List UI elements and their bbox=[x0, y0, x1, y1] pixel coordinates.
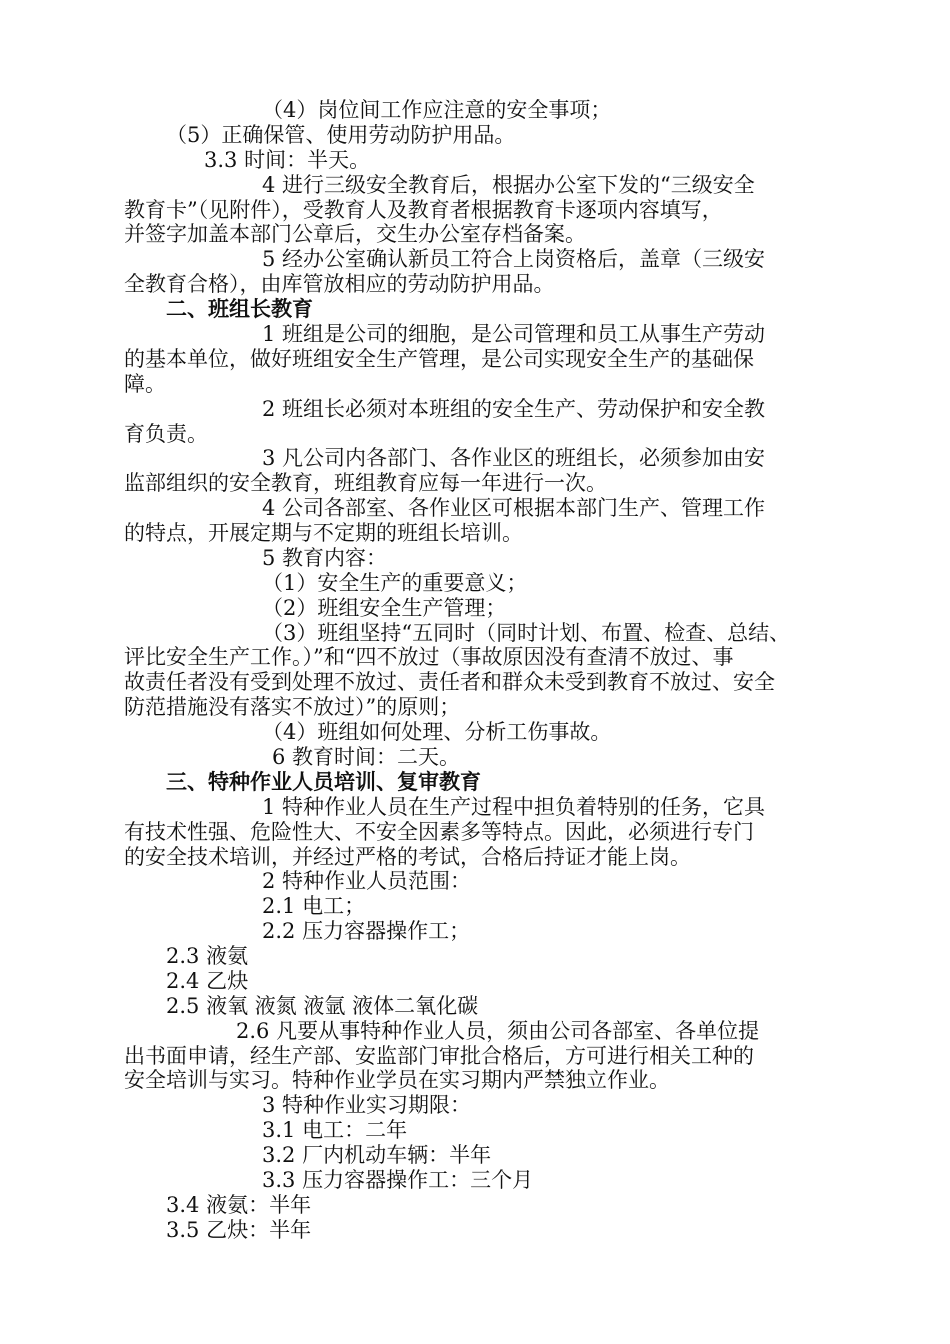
text-line: 2.6 凡要从事特种作业人员，须由公司各部室、各单位提 bbox=[236, 1019, 760, 1043]
text-line: 障。 bbox=[124, 372, 166, 396]
text-line: 5 经办公室确认新员工符合上岗资格后，盖章（三级安 bbox=[262, 247, 766, 271]
text-line: 并签字加盖本部门公章后，交生办公室存档备案。 bbox=[124, 222, 586, 246]
text-line: 安全培训与实习。特种作业学员在实习期内严禁独立作业。 bbox=[124, 1068, 670, 1092]
text-line: 4 公司各部室、各作业区可根据本部门生产、管理工作 bbox=[262, 496, 766, 520]
text-line: 3.4 液氨：半年 bbox=[166, 1193, 312, 1217]
text-line: 全教育合格），由库管放相应的劳动防护用品。 bbox=[124, 272, 555, 296]
text-line: 的安全技术培训，并经过严格的考试，合格后持证才能上岗。 bbox=[124, 845, 691, 869]
text-line: 监部组织的安全教育，班组教育应每一年进行一次。 bbox=[124, 471, 607, 495]
text-line: 3.2 厂内机动车辆：半年 bbox=[262, 1143, 492, 1167]
section-heading: 二、班组长教育 bbox=[166, 297, 313, 321]
text-line: （5）正确保管、使用劳动防护用品。 bbox=[166, 123, 516, 147]
text-line: 2.5 液氧 液氮 液氩 液体二氧化碳 bbox=[166, 994, 479, 1018]
text-line: 2.1 电工； bbox=[262, 894, 366, 918]
text-line: 有技术性强、危险性大、不安全因素多等特点。因此，必须进行专门 bbox=[124, 820, 754, 844]
text-line: （3）班组坚持“五同时（同时计划、布置、检查、总结、 bbox=[262, 621, 791, 645]
text-line: 6 教育时间：二天。 bbox=[272, 745, 461, 769]
text-line: 2.2 压力容器操作工； bbox=[262, 919, 471, 943]
text-line: 1 特种作业人员在生产过程中担负着特别的任务，它具 bbox=[262, 795, 766, 819]
text-line: 的基本单位，做好班组安全生产管理，是公司实现安全生产的基础保 bbox=[124, 347, 754, 371]
text-line: （2）班组安全生产管理； bbox=[262, 596, 507, 620]
text-line: 2.4 乙炔 bbox=[166, 969, 249, 993]
text-line: 1 班组是公司的细胞，是公司管理和员工从事生产劳动 bbox=[262, 322, 766, 346]
text-line: 2 班组长必须对本班组的安全生产、劳动保护和安全教 bbox=[262, 397, 766, 421]
text-line: 4 进行三级安全教育后，根据办公室下发的“三级安全 bbox=[262, 173, 755, 197]
text-line: （4）岗位间工作应注意的安全事项； bbox=[262, 98, 612, 122]
text-line: 评比安全生产工作。）”和“四不放过（事故原因没有查清不放过、事 bbox=[124, 645, 734, 669]
text-line: 3.3 时间：半天。 bbox=[204, 148, 371, 172]
text-line: 育负责。 bbox=[124, 422, 208, 446]
text-line: 的特点，开展定期与不定期的班组长培训。 bbox=[124, 521, 523, 545]
section-heading: 三、特种作业人员培训、复审教育 bbox=[166, 770, 481, 794]
text-line: （4）班组如何处理、分析工伤事故。 bbox=[262, 720, 612, 744]
text-line: 2 特种作业人员范围： bbox=[262, 869, 472, 893]
text-line: 3.5 乙炔：半年 bbox=[166, 1218, 312, 1242]
text-line: 2.3 液氨 bbox=[166, 944, 249, 968]
text-line: （1）安全生产的重要意义； bbox=[262, 571, 528, 595]
text-line: 3 凡公司内各部门、各作业区的班组长，必须参加由安 bbox=[262, 446, 766, 470]
text-line: 3.3 压力容器操作工：三个月 bbox=[262, 1168, 534, 1192]
text-line: 出书面申请，经生产部、安监部门审批合格后，方可进行相关工种的 bbox=[124, 1044, 754, 1068]
text-line: 教育卡”（见附件），受教育人及教育者根据教育卡逐项内容填写， bbox=[124, 198, 723, 222]
text-line: 5 教育内容： bbox=[262, 546, 388, 570]
text-line: 故责任者没有受到处理不放过、责任者和群众未受到教育不放过、安全 bbox=[124, 670, 775, 694]
text-line: 3.1 电工：二年 bbox=[262, 1118, 408, 1142]
text-line: 防范措施没有落实不放过）”的原则； bbox=[124, 695, 461, 719]
text-line: 3 特种作业实习期限： bbox=[262, 1093, 472, 1117]
